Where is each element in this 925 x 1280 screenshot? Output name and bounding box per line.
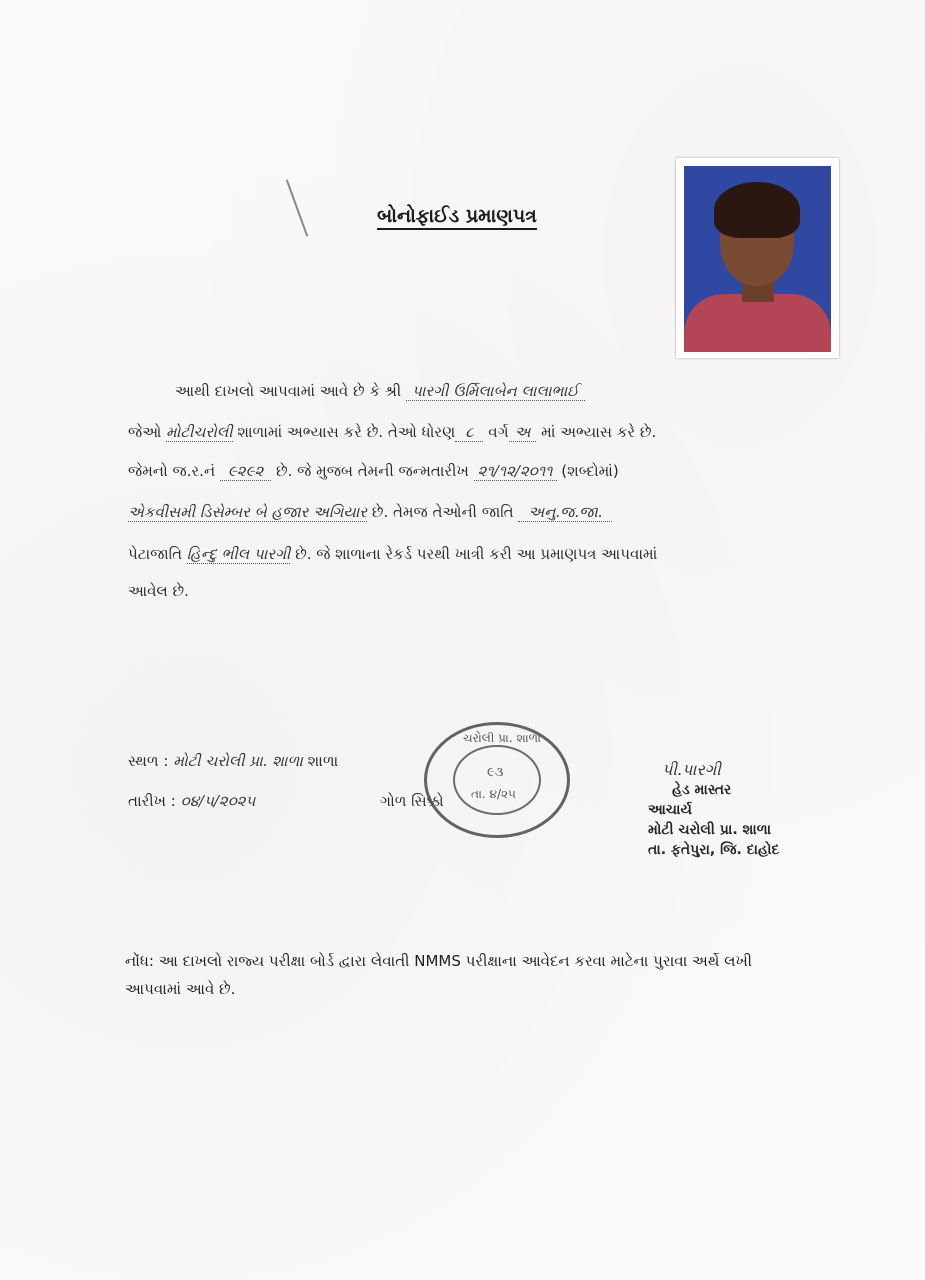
certificate-line-5: પેટાજાતિ હિન્દુ ભીલ પારગી છે. જે શાળાના રેકર્ડ પરથી ખાત્રી કરી આ પ્રમાણપત્ર આપવામાં xyxy=(128,545,658,563)
date-value: ૦૪/૫/૨૦૨૫ xyxy=(180,792,256,810)
subcaste-value: હિન્દુ ભીલ પારગી xyxy=(186,545,291,563)
certificate-line-4: એકવીસમી ડિસેમ્બર બે હજાર અગિયાર છે. તેમજ તેઓની જાતિ અનુ.જ.જા. xyxy=(128,503,612,521)
certificate-note: નોંધ: આ દાખલો રાજ્ય પરીક્ષા બોર્ડ દ્વારા લેવાતી NMMS પરીક્ષાના આવેદન કરવા માટેના પુરાવા અર્થે લખી આપવામાં આવે છે. xyxy=(125,952,753,998)
division-value: અ xyxy=(509,423,537,442)
signature-school: મોટી ચરોલી પ્રા. શાળા xyxy=(648,822,772,838)
student-name: પારગી ઉર્મિલાબેન લાલાભાઈ xyxy=(406,382,585,401)
certificate-line-1: આથી દાખલો આપવામાં આવે છે કે શ્રી પારગી ઉર્મિલાબેન લાલાભાઈ xyxy=(175,382,585,400)
seal-number: ૯૩ xyxy=(487,765,504,780)
certificate-line-6: આવેલ છે. xyxy=(128,582,189,600)
signature-block xyxy=(648,760,779,860)
certificate-line-2: જેઓ મોટીચરોલી શાળામાં અભ્યાસ કરે છે. તેઓ ધોરણ ૮ વર્ગ અ માં અભ્યાસ કરે છે. xyxy=(128,423,657,441)
date-line: તારીખ : ૦૪/૫/૨૦૨૫ xyxy=(128,792,256,810)
caste-value: અનુ.જ.જા. xyxy=(518,503,612,522)
dob-in-words: એકવીસમી ડિસેમ્બર બે હજાર અગિયાર xyxy=(128,503,368,521)
school-seal xyxy=(424,722,570,838)
gr-number: ૯૨૯૨ xyxy=(220,462,271,481)
seal-label: ગોળ સિક્કો xyxy=(380,792,444,810)
date-of-birth: ૨૧/૧૨/૨૦૧૧ xyxy=(474,462,557,481)
certificate-title: બોનોફાઈડ પ્રમાણપત્ર xyxy=(377,205,537,230)
seal-date: તા. ૪/૨૫ xyxy=(471,787,516,801)
signature-address: તા. ફતેપુરા, જિ. દાહોદ xyxy=(648,842,780,858)
place-line: સ્થળ : મોટી ચરોલી પ્રા. શાળા શાળા xyxy=(128,752,339,770)
headmaster-label: હેડ માસ્તર xyxy=(672,782,732,798)
signature: પી.પારગી xyxy=(662,760,721,779)
seal-ring-text: ચરોલી પ્રા. શાળા xyxy=(463,731,541,745)
standard-value: ૮ xyxy=(455,423,483,442)
school-name: મોટીચરોલી xyxy=(166,423,233,441)
place-value: મોટી ચરોલી પ્રા. શાળા xyxy=(173,752,303,770)
student-photo xyxy=(676,158,839,358)
principal-label: આચાર્ય xyxy=(648,802,692,818)
certificate-line-3: જેમનો જ.ર.નં ૯૨૯૨ છે. જે મુજબ તેમની જન્મતારીખ ૨૧/૧૨/૨૦૧૧ (શબ્દોમાં) xyxy=(128,462,619,480)
